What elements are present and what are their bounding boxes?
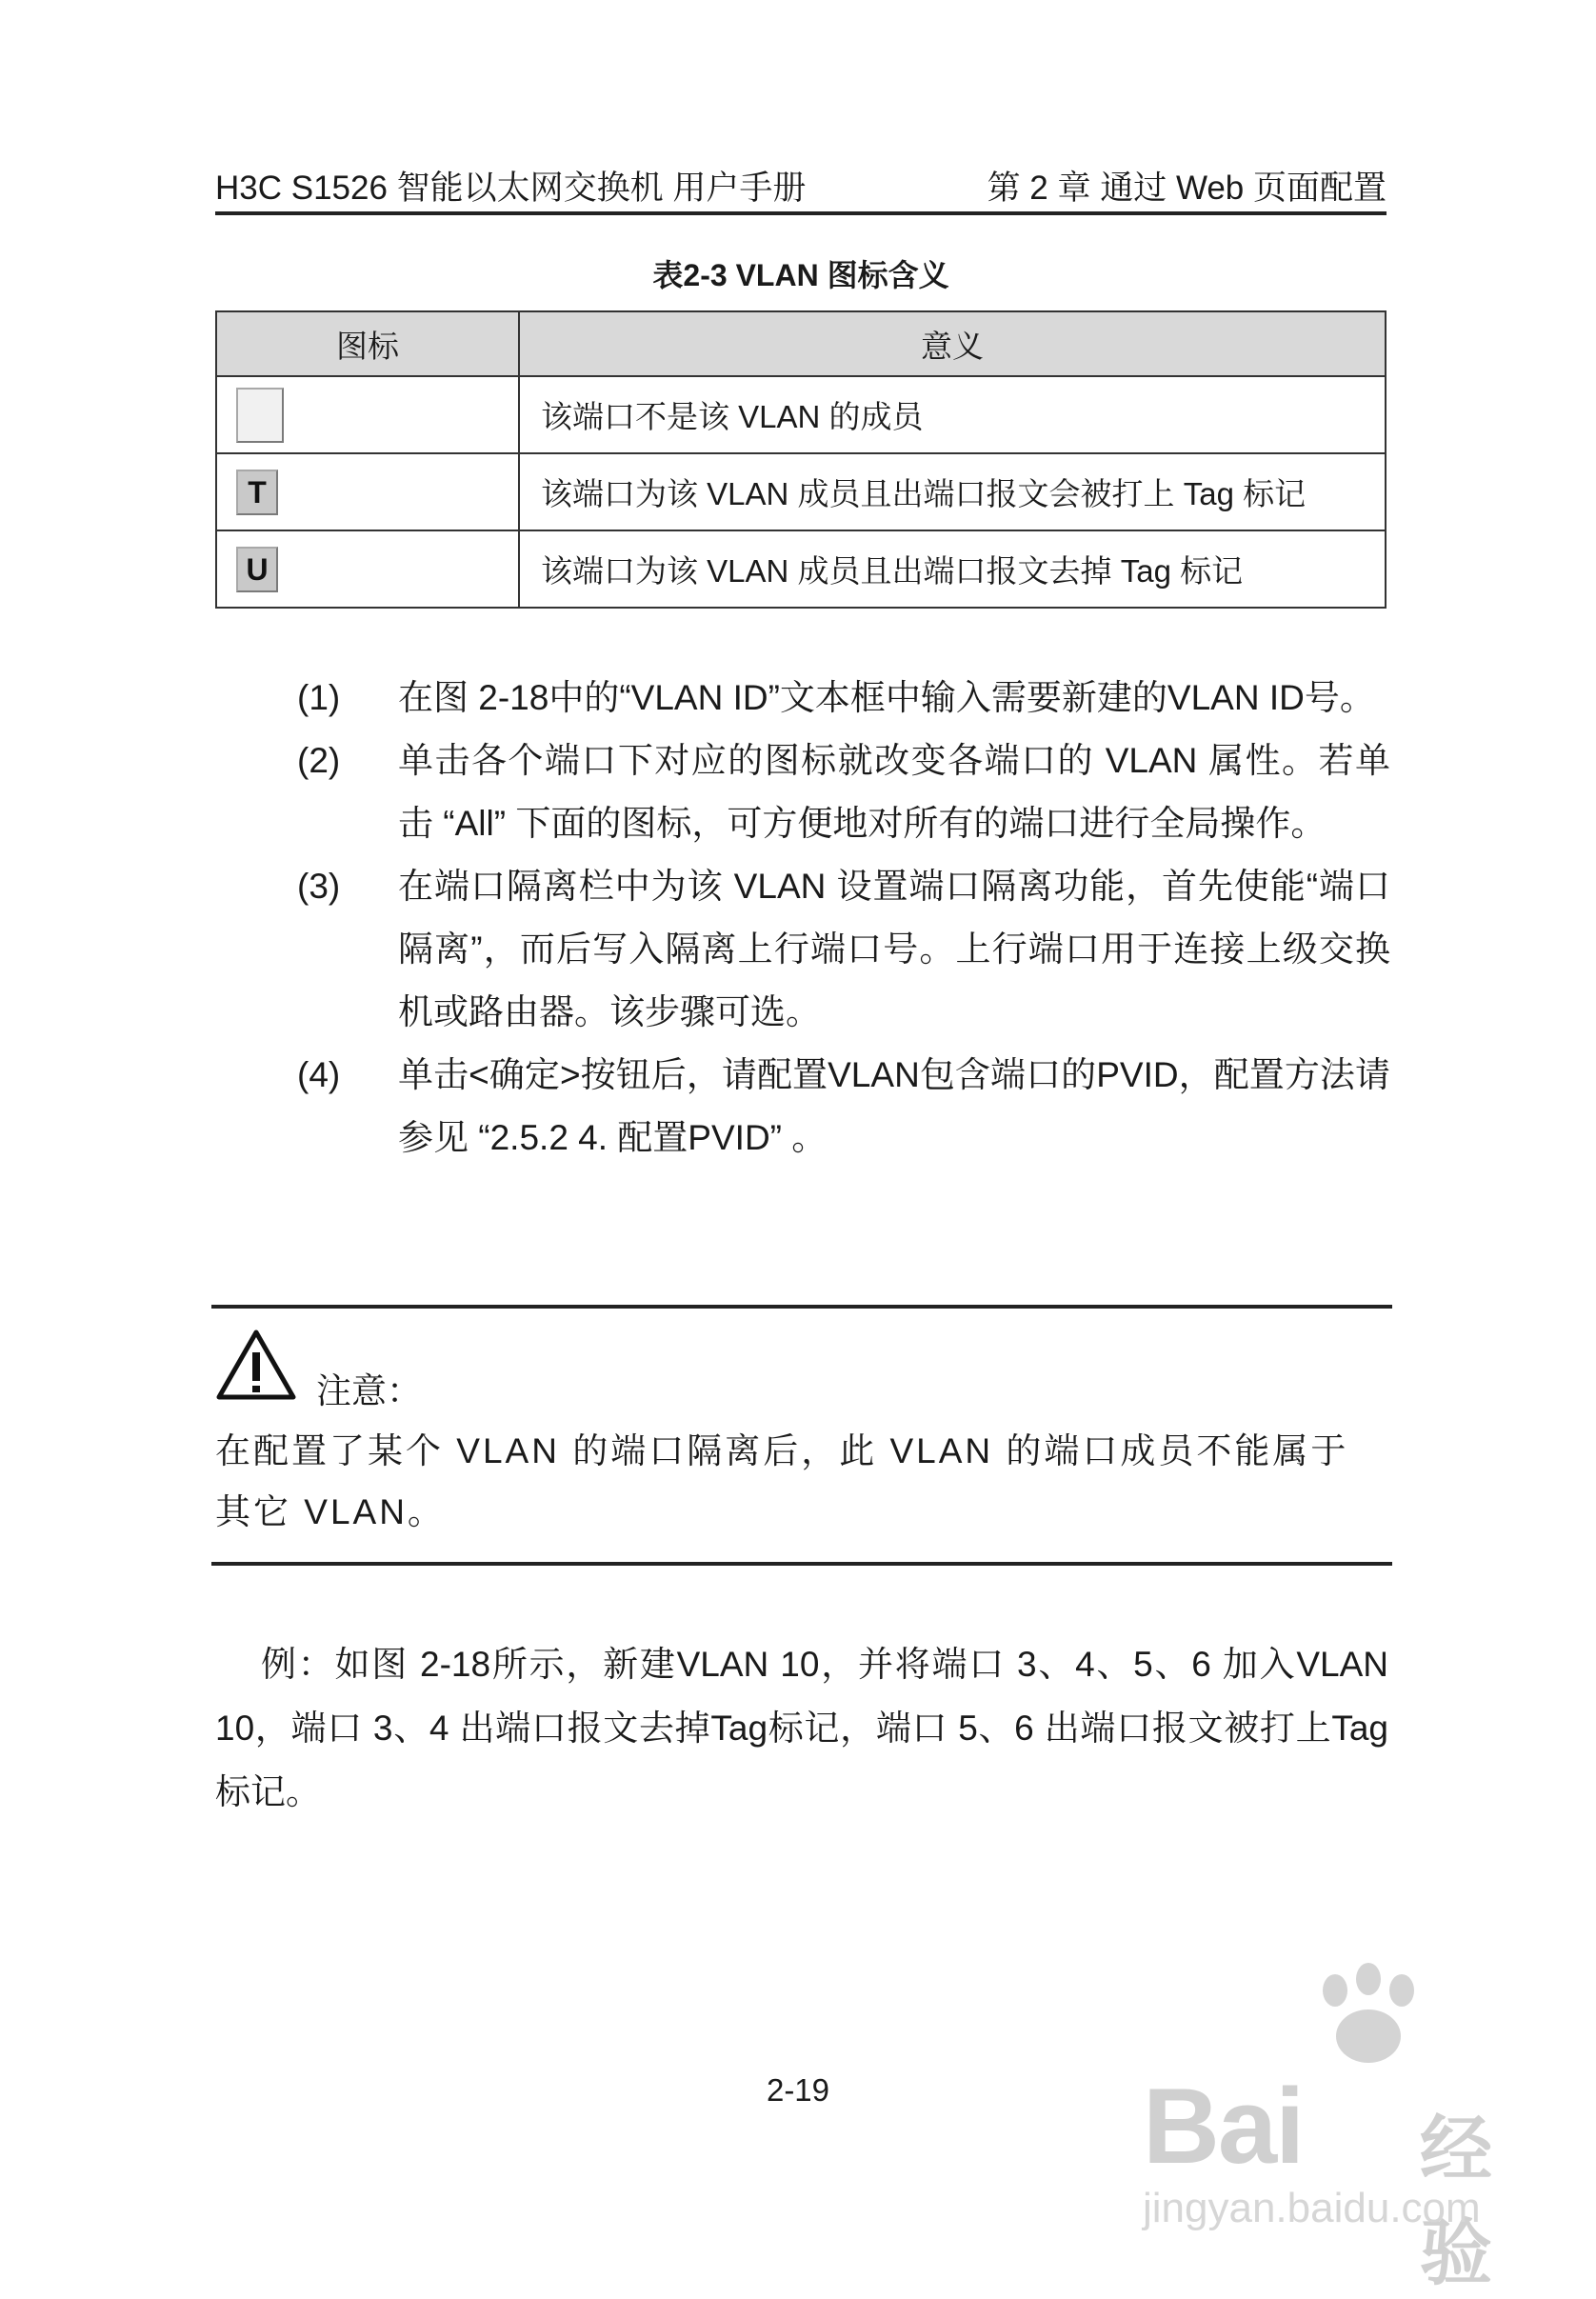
untagged-port-icon: U [236,547,278,592]
table-row [216,376,1386,453]
step-text: 单击<确定>按钮后，请配置VLAN包含端口的PVID，配置方法请参见 “2.5.2 4. 配置PVID” 。 [398,1055,1390,1157]
step-list [286,667,1390,1169]
page-header [215,162,1387,215]
icon-cell [216,376,519,453]
header-chapter: 第 2 章 通过 Web 页面配置 [987,170,1387,207]
list-item [286,667,1390,730]
tagged-port-icon: T [236,470,278,515]
step-number: (2) [297,741,341,780]
table-caption: 表2-3 VLAN 图标含义 [652,258,949,292]
step-text: 在图 2-18中的“VLAN ID”文本框中输入需要新建的VLAN ID号。 [398,678,1375,717]
baidu-paw-icon [1297,1960,1440,2074]
list-item [286,855,1390,1044]
meaning-cell: 该端口不是该 VLAN 的成员 [519,376,1386,453]
empty-port-icon [236,388,284,443]
step-text: 单击各个端口下对应的图标就改变各端口的 VLAN 属性。若单击 “All” 下面的图标，可方便地对所有的端口进行全局操作。 [398,741,1390,843]
warning-triangle-icon [215,1328,297,1402]
caution-top-rule [211,1305,1392,1309]
baidu-watermark [1129,1960,1529,2294]
caution-label: 注意： [316,1371,422,1410]
table-header-row [216,311,1386,376]
list-item [286,1044,1390,1169]
list-item [286,730,1390,855]
caution-text: 在配置了某个 VLAN 的端口隔离后，此 VLAN 的端口成员不能属于其它 VLAN。 [215,1431,1349,1531]
table-row [216,453,1386,530]
step-number: (3) [297,867,341,906]
watermark-brand-suffix: 经验 [1420,2109,1492,2294]
meaning-cell: 该端口为该 VLAN 成员且出端口报文会被打上 Tag 标记 [519,453,1386,530]
vlan-icon-table [215,310,1387,609]
icon-cell [216,530,519,608]
page-number: 2-19 [766,2072,830,2108]
column-header-meaning: 意义 [519,311,1386,376]
step-number: (4) [297,1055,341,1094]
table-row [216,530,1386,608]
header-title: H3C S1526 智能以太网交换机 用户手册 [215,170,807,207]
caution-bottom-rule [211,1562,1392,1566]
icon-cell [216,453,519,530]
example-paragraph: 例：如图 2-18所示，新建VLAN 10，并将端口 3、4、5、6 加入VLAN 10，端口 3、4 出端口报文去掉Tag标记，端口 5、6 出端口报文被打上Tag标记。 [215,1645,1388,1811]
column-header-icon: 图标 [216,311,519,376]
meaning-cell: 该端口为该 VLAN 成员且出端口报文去掉 Tag 标记 [519,530,1386,608]
watermark-brand: Bai [1143,2067,1304,2186]
watermark-url: jingyan.baidu.com [1143,2185,1481,2231]
step-text: 在端口隔离栏中为该 VLAN 设置端口隔离功能，首先使能“端口隔离”，而后写入隔离上行端口号。上行端口用于连接上级交换机或路由器。该步骤可选。 [398,867,1390,1031]
step-number: (1) [297,678,341,717]
